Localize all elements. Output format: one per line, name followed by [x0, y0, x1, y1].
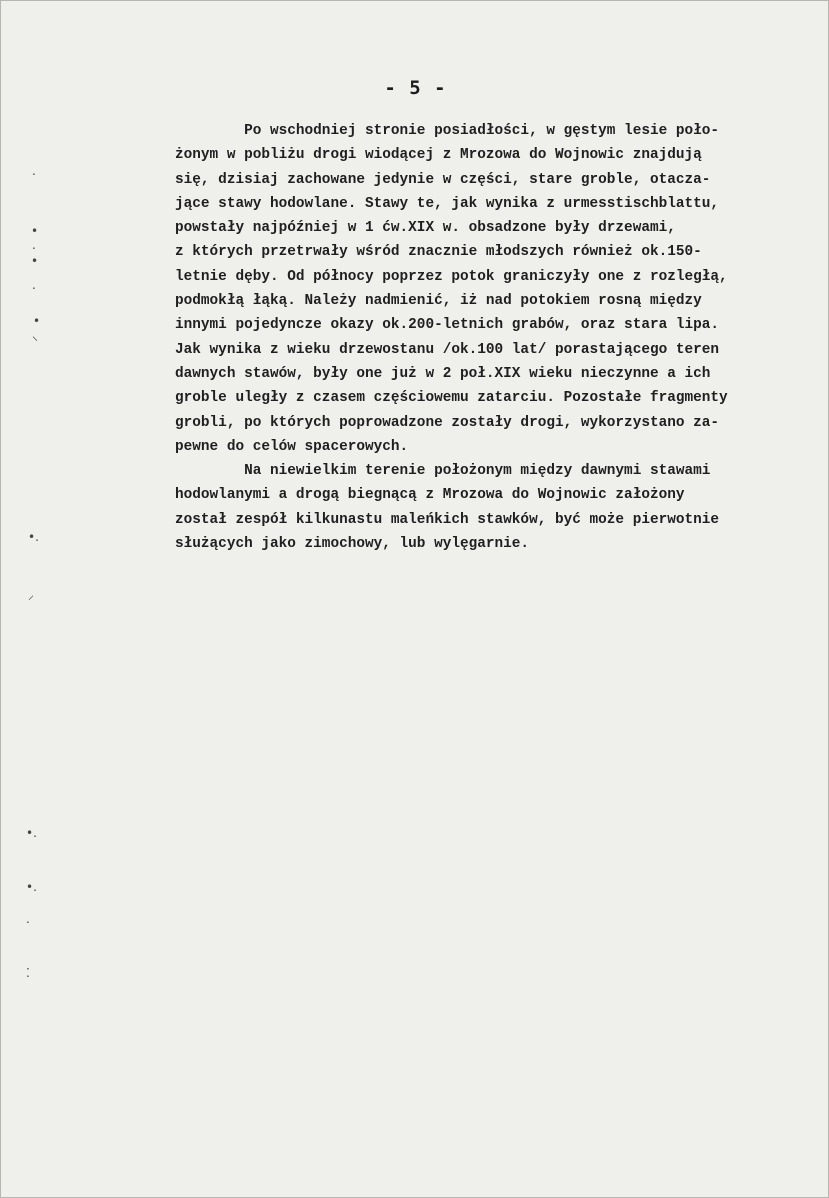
- text-line: grobli, po których poprowadzone zostały drogi, wykorzystano za-: [175, 414, 720, 431]
- text-line: się, dzisiaj zachowane jedynie w części, stare groble, otacza-: [175, 171, 711, 188]
- text-line: Jak wynika z wieku drzewostanu /ok.100 lat/ porastającego teren: [175, 341, 720, 358]
- text-line: służących jako zimochowy, lub wylęgarnie.: [175, 536, 530, 553]
- margin-mark: •: [31, 254, 39, 268]
- body-text: [175, 119, 815, 556]
- text-line: dawnych stawów, były one już w 2 poł.XIX wieku nieczynne a ich: [175, 365, 711, 382]
- margin-mark: .: [32, 238, 36, 252]
- margin-mark: •.: [26, 880, 37, 894]
- text-line: Po wschodniej stronie posiadłości, w gęstym lesie poło-: [175, 123, 720, 139]
- text-line: został zespół kilkunastu maleńkich stawków, być może pierwotnie: [175, 511, 720, 528]
- text-line: powstały najpóźniej w 1 ćw.XIX w. obsadzone były drzewami,: [175, 220, 676, 237]
- text-line: hodowlanymi a drogą biegnącą z Mrozowa do Wojnowic założony: [175, 487, 685, 504]
- margin-mark: .: [32, 278, 36, 292]
- margin-mark: .: [32, 164, 36, 178]
- margin-mark: ⸌: [32, 334, 39, 348]
- text-line: Na niewielkim terenie położonym między dawnymi stawami: [175, 463, 711, 480]
- margin-mark: •.: [26, 826, 37, 840]
- text-line: żonym w pobliżu drogi wiodącej z Mrozowa do Wojnowic znajdują: [175, 147, 702, 164]
- margin-mark: .: [26, 912, 30, 926]
- text-line: pewne do celów spacerowych.: [175, 438, 409, 455]
- margin-mark: •: [33, 314, 41, 328]
- text-line: groble uległy z czasem częściowemu zatarciu. Pozostałe fragmenty: [175, 390, 728, 407]
- text-line: podmokłą łąką. Należy nadmienić, iż nad potokiem rosną między: [175, 293, 702, 310]
- text-line: innymi pojedyncze okazy ok.200-letnich grabów, oraz stara lipa.: [175, 317, 720, 334]
- page-number: - 5 -: [384, 77, 447, 99]
- text-line: letnie dęby. Od północy poprzez potok graniczyły one z rozległą,: [175, 268, 728, 285]
- text-line: jące stawy hodowlane. Stawy te, jak wynika z urmesstischblattu,: [175, 195, 720, 212]
- margin-mark: •: [31, 224, 39, 238]
- margin-mark: ⸝: [28, 588, 35, 602]
- text-line: z których przetrwały wśród znacznie młodszych również ok.150-: [175, 244, 702, 261]
- margin-mark: ⁚: [26, 966, 30, 980]
- margin-mark: •.: [28, 530, 39, 544]
